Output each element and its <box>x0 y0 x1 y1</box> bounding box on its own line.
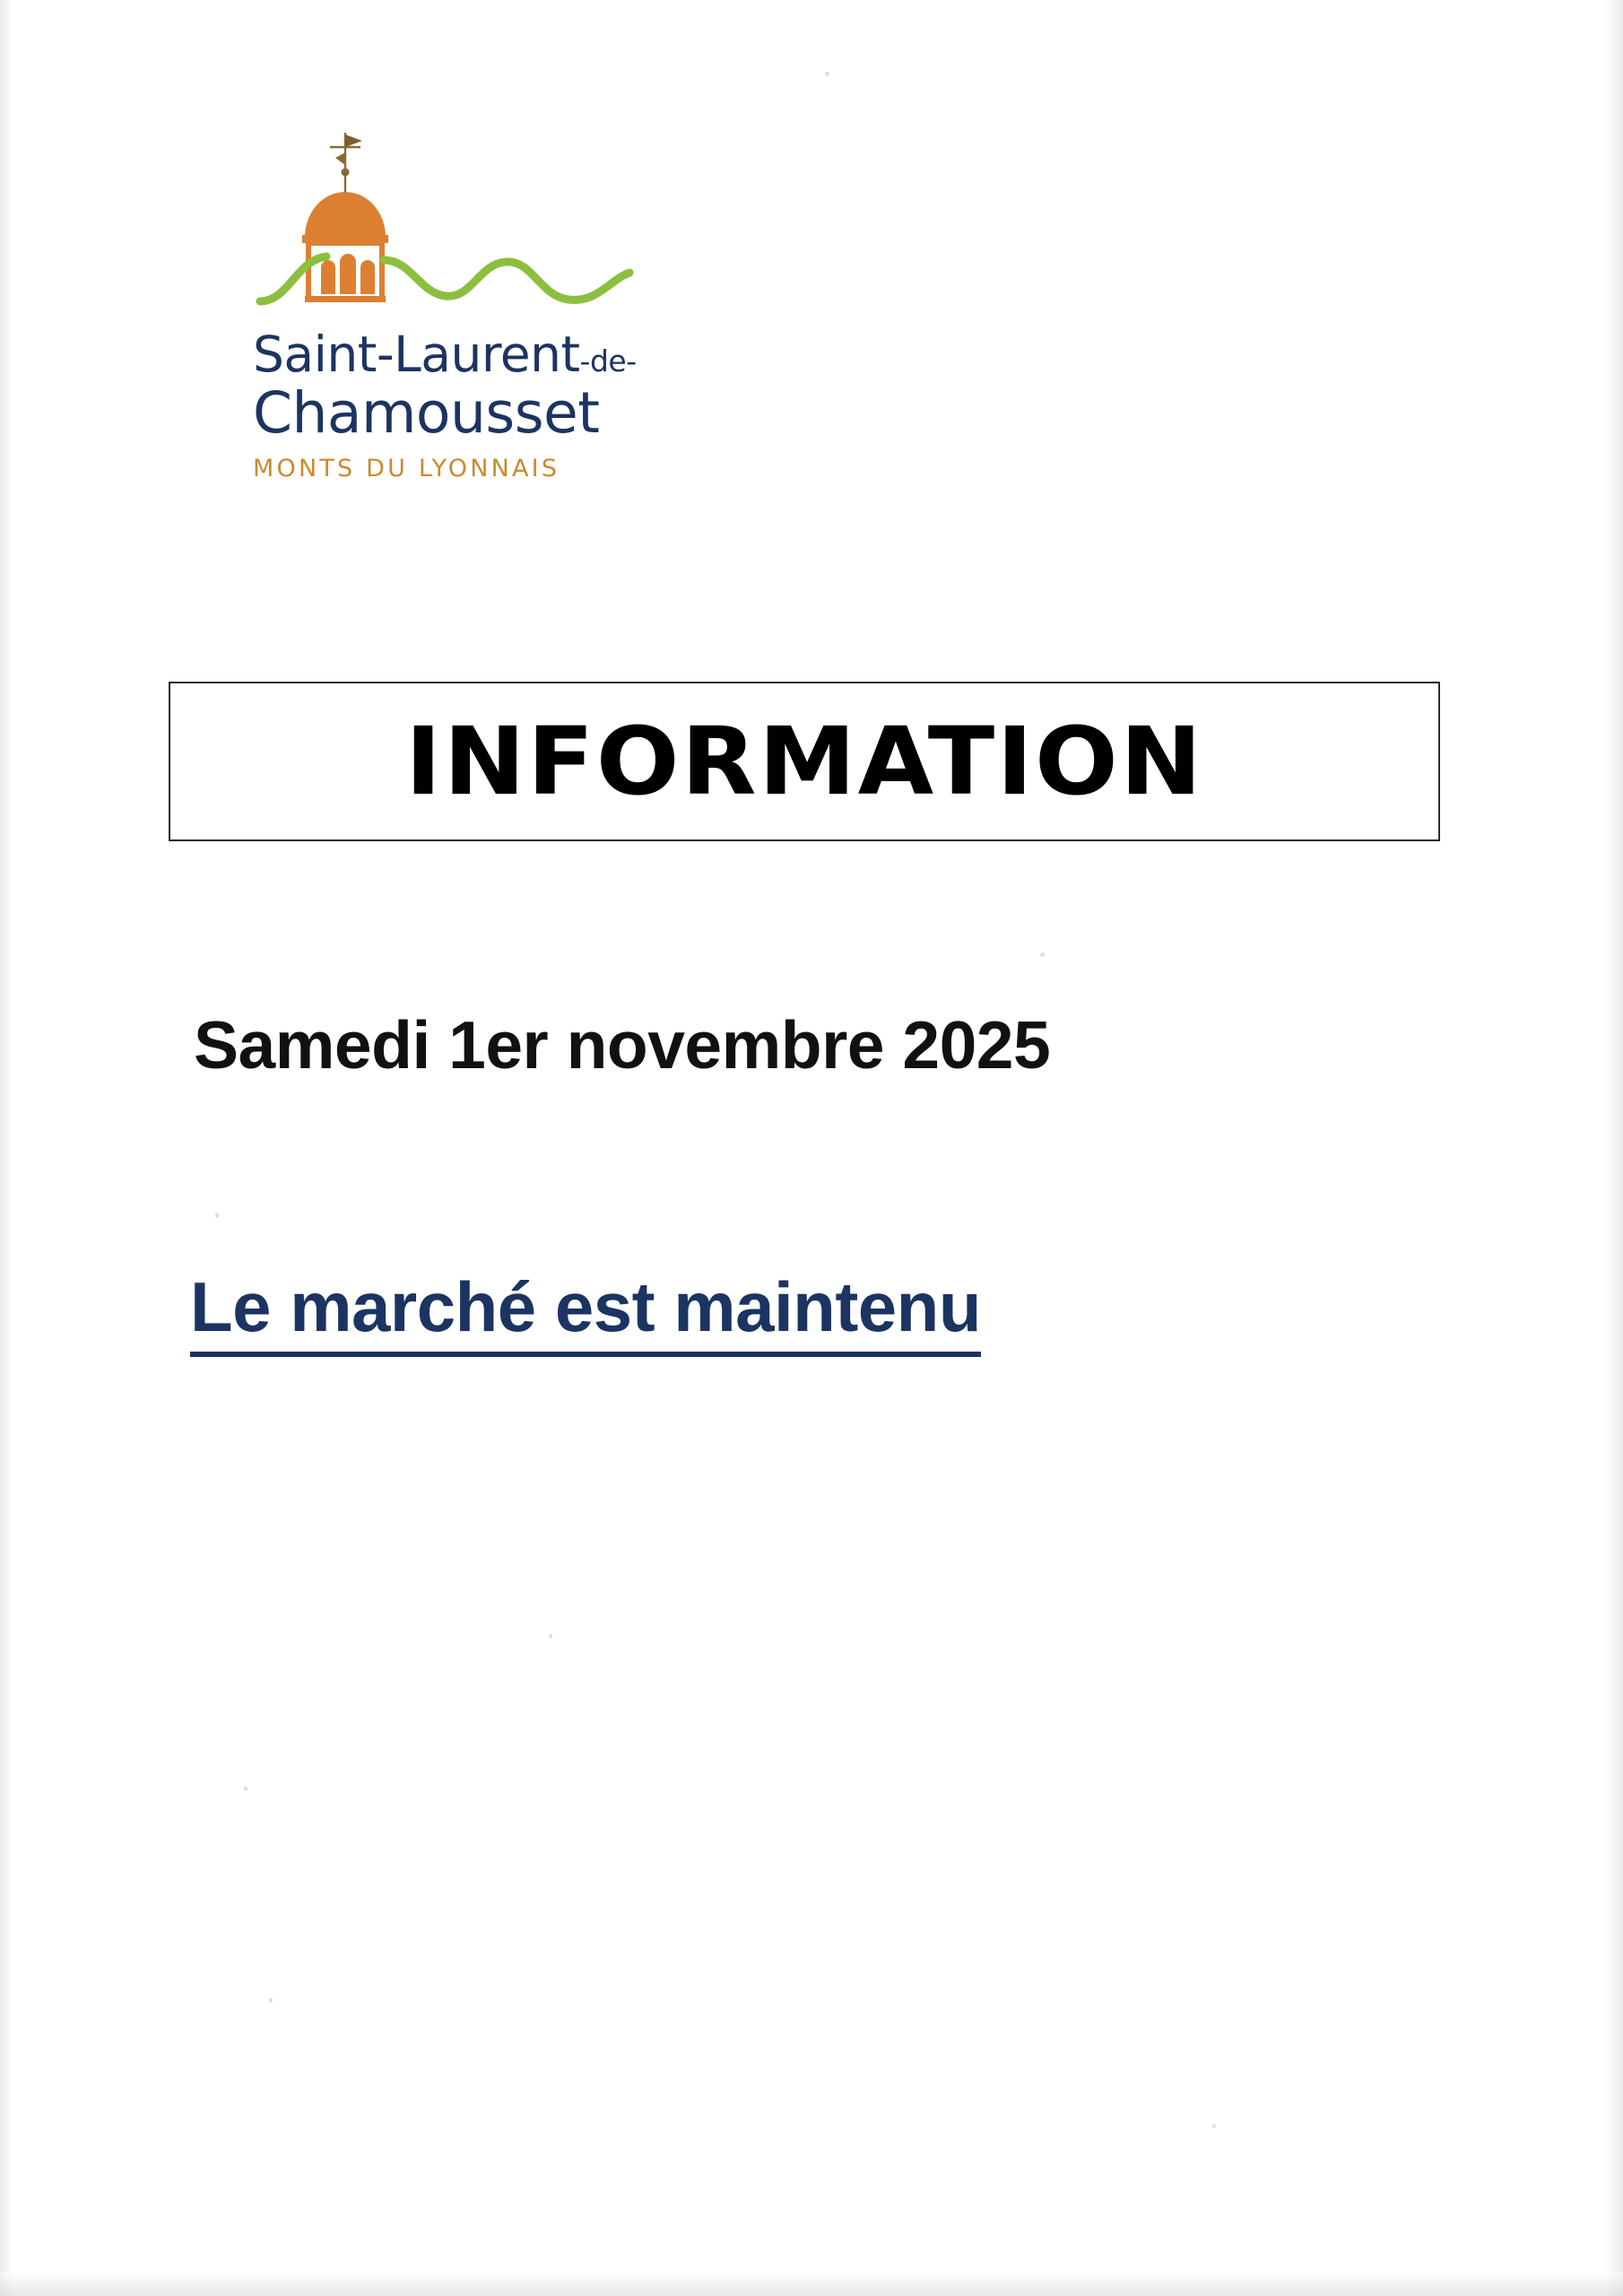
scan-speck <box>215 1213 219 1218</box>
scan-edge-bottom <box>0 2273 1623 2296</box>
municipality-logo <box>253 126 674 583</box>
scan-speck <box>244 1787 247 1791</box>
information-banner <box>169 682 1440 841</box>
scan-speck <box>825 72 829 76</box>
information-banner-title: INFORMATION <box>404 707 1204 816</box>
scan-speck <box>269 1998 273 2003</box>
scan-speck <box>1212 2124 1216 2128</box>
scan-edge-right <box>1603 0 1623 2296</box>
notice-headline <box>190 1266 1463 1348</box>
logo-line-saint-laurent: Saint-Laurent-de- <box>253 326 637 383</box>
scan-edge-left <box>0 0 13 2296</box>
notice-headline-text: Le marché est maintenu <box>190 1267 981 1357</box>
scan-speck <box>1040 952 1045 957</box>
scan-speck <box>549 1634 552 1639</box>
logo-wordmark <box>253 326 674 483</box>
logo-line-chamousset: Chamousset <box>253 380 600 446</box>
notice-date: Samedi 1er novembre 2025 <box>194 1007 1051 1083</box>
logo-line-monts-du-lyonnais: MONTS DU LYONNAIS <box>253 455 560 483</box>
church-dome-hills-logo-icon <box>253 126 674 336</box>
